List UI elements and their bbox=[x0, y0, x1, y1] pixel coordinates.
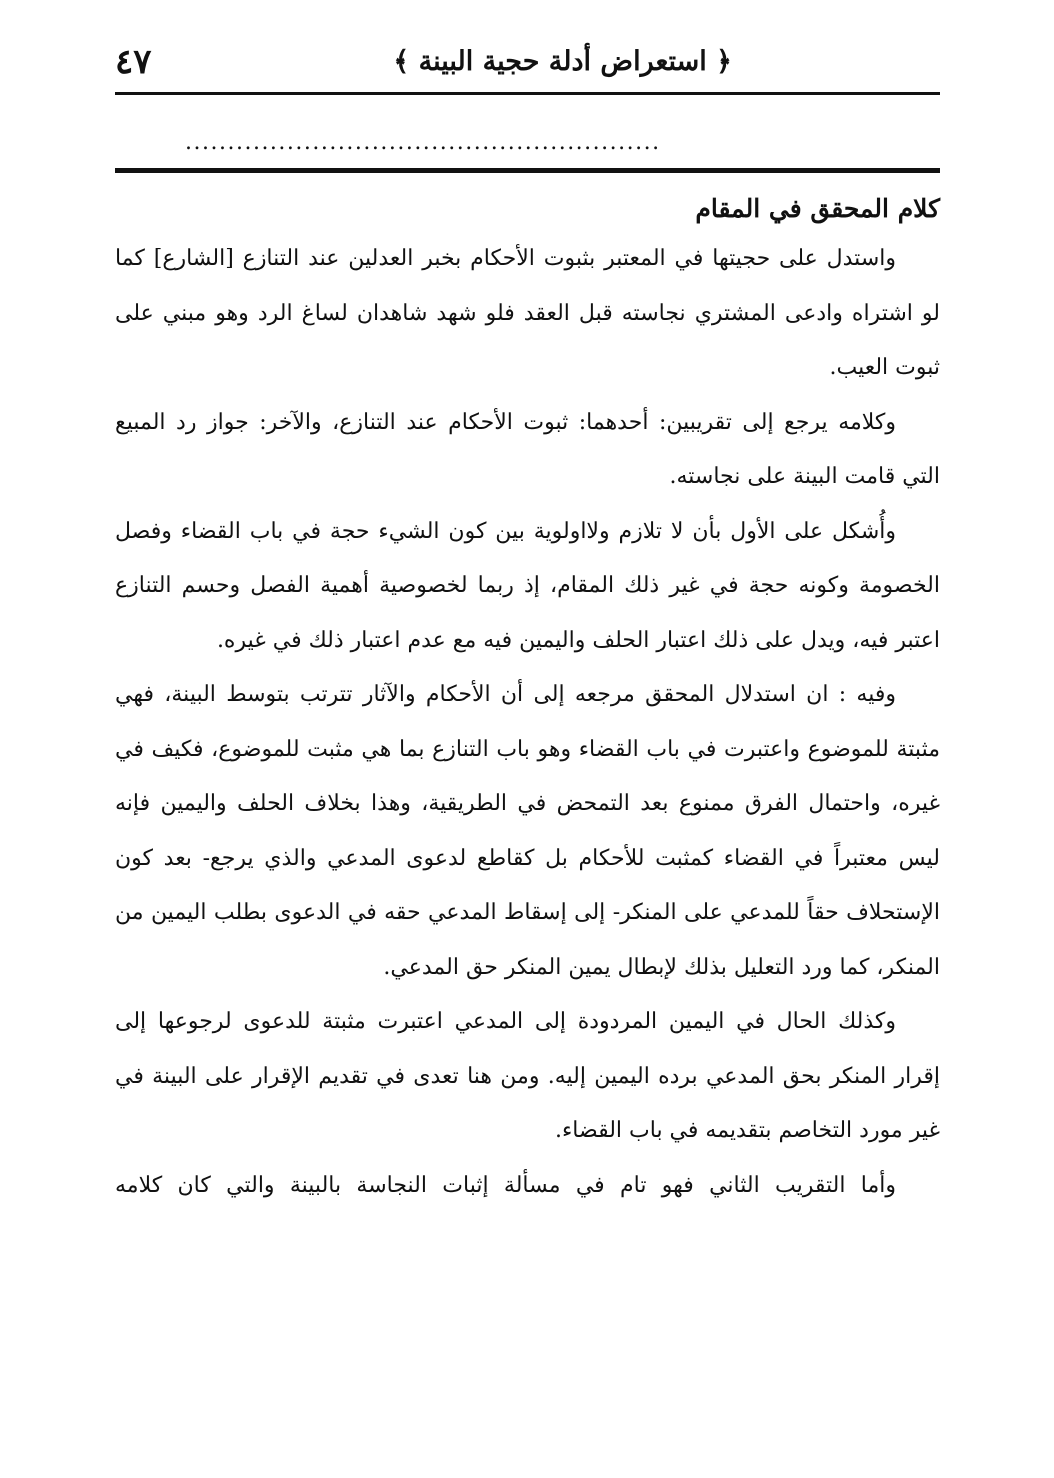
main-text bbox=[115, 186, 940, 1213]
running-title: ﴿ استعراض أدلة حجية البينة ﴾ bbox=[393, 46, 732, 77]
paragraph-continued: وأما التقريب الثاني فهو تام في مسألة إثبات النجاسة بالبينة والتي كان كلامه bbox=[115, 1172, 896, 1198]
page-number: ٤٧ bbox=[115, 42, 152, 82]
paragraph: وأُشكل على الأول بأن لا تلازم ولااولوية بين كون الشيء حجة في باب القضاء وفصل الخصومة وكونه حجة في غير ذلك المقام، إذ ربما لخصوصية أهمية الفصل وحسم التنازع اعتبر فيه، ويدل على ذلك اعتبار الحلف واليمين فيه مع عدم اعتبار ذلك في غيره. bbox=[115, 518, 940, 653]
paragraph: وفيه : ان استدلال المحقق مرجعه إلى أن الأحكام والآثار تترتب بتوسط البينة، فهي مثبتة للموضوع واعتبرت في باب القضاء وهو باب التنازع بما هي مثبت للموضوع، فكيف في غيره، واحتمال الفرق ممنوع بعد التمحض في الطريقية، وهذا بخلاف الحلف واليمين فإنه ليس معتبراً في القضاء كمثبت للأحكام بل كقاطع لدعوى المدعي والذي يرجع- بعد كون الإستحلاف حقاً للمدعي على المنكر- إلى إسقاط المدعي حقه في الدعوى بطلب اليمين من المنكر، كما ورد التعليل بذلك لإبطال يمين المنكر حق المدعي. bbox=[115, 682, 940, 980]
paragraph: واستدل على حجيتها في المعتبر بثبوت الأحكام بخبر العدلين عند التنازع [الشارع] كما لو اشتراه وادعى المشتري نجاسته قبل العقد فلو شهد شاهدان لساغ الرد وهو مبني على ثبوت العيب. bbox=[115, 246, 940, 380]
section-heading: كلام المحقق في المقام bbox=[695, 194, 940, 223]
page-header bbox=[115, 38, 940, 92]
omission-dots: ........................................................ bbox=[185, 130, 661, 155]
paragraph: وكذلك الحال في اليمين المردودة إلى المدعي اعتبرت مثبتة للدعوى لرجوعها إلى إقرار المنكر بحق المدعي برده اليمين إليه. ومن هنا تعدى في تقديم الإقرار على البينة في غير مورد التخاصم بتقديمه في باب القضاء. bbox=[115, 1009, 940, 1143]
section-divider bbox=[115, 168, 940, 173]
paragraph: وكلامه يرجع إلى تقريبين: أحدهما: ثبوت الأحكام عند التنازع، والآخر: جواز رد المبيع التي قامت البينة على نجاسته. bbox=[115, 409, 940, 489]
header-rule bbox=[115, 92, 940, 95]
